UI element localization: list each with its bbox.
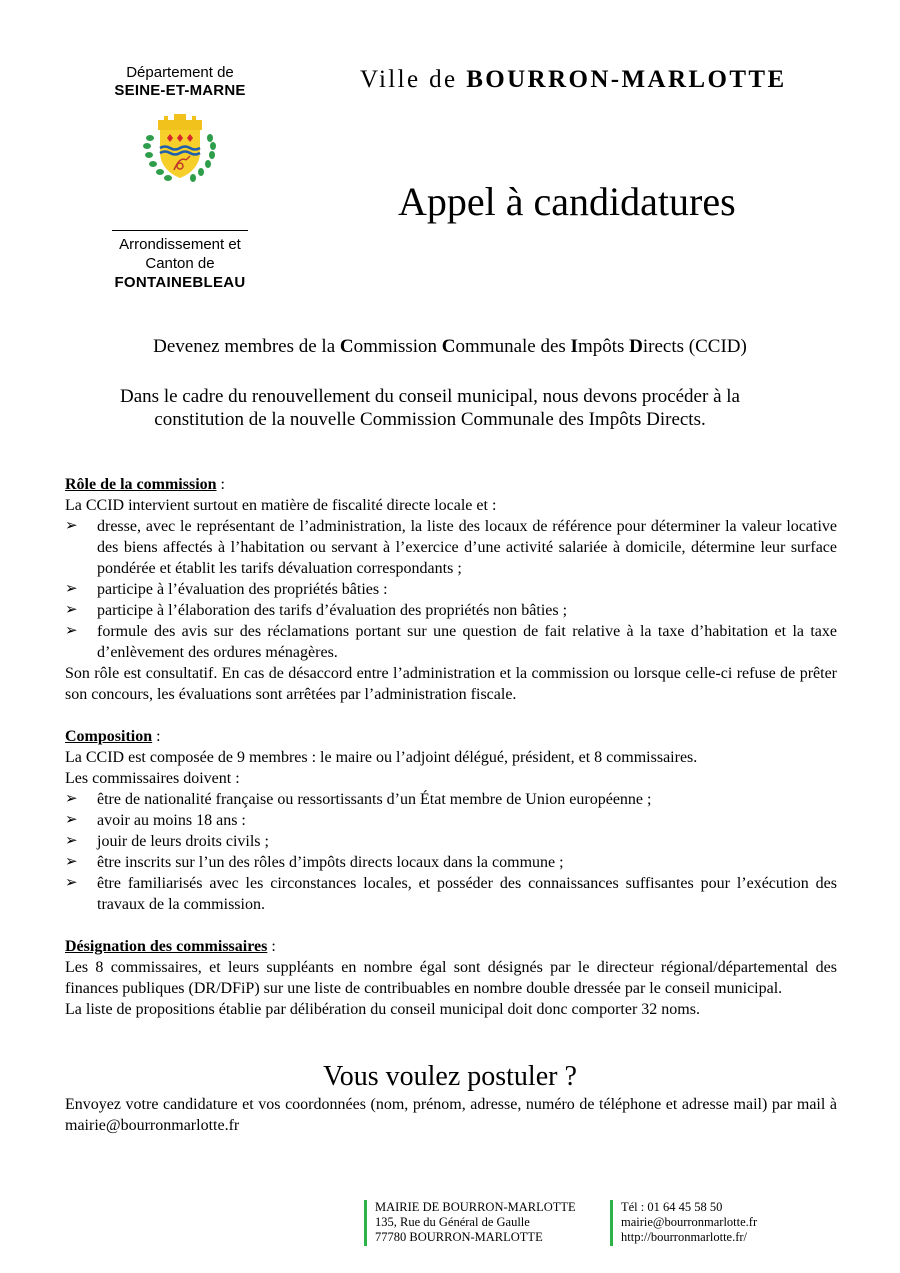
list-item-text: participe à l’évaluation des propriétés bâties :	[97, 581, 388, 598]
list-item	[65, 810, 837, 831]
heading-suffix: :	[267, 938, 276, 955]
intro-paragraph: Dans le cadre du renouvellement du conseil municipal, nous devons procéder à la constitution de la nouvelle Commission Communale des Impôts Directs.	[120, 386, 740, 430]
section-paragraph: Les 8 commissaires, et leurs suppléants en nombre égal sont désignés par le directeur régional/départemental des finances publiques (DR/DFiP) sur une liste de contribuables en nombre double dressée par le conseil municipal.	[65, 959, 837, 997]
arrow-bullet-icon: ➢	[65, 854, 78, 870]
intro-text: ommission	[353, 336, 442, 357]
section-heading: Rôle de la commission	[65, 476, 217, 493]
header-divider	[112, 230, 248, 231]
footer-line: 135, Rue du Général de Gaulle	[375, 1215, 530, 1229]
department-line2: SEINE-ET-MARNE	[114, 82, 246, 99]
arrow-bullet-icon: ➢	[65, 875, 78, 891]
list-item-text: être inscrits sur l’un des rôles d’impôts directs locaux dans la commune ;	[97, 854, 564, 871]
footer-line: MAIRIE DE BOURRON-MARLOTTE	[375, 1200, 576, 1214]
bold-initial: C	[441, 336, 456, 357]
list-item	[65, 516, 837, 579]
arrondissement-line3: FONTAINEBLEAU	[114, 274, 246, 291]
bold-initial: I	[570, 336, 578, 357]
list-item-text: formule des avis sur des réclamations portant sur une question de fait relative à la taxe d’habitation et la taxe d’enlèvement des ordures ménagères.	[97, 623, 837, 661]
list-item-text: jouir de leurs droits civils ;	[97, 833, 269, 850]
page-title: Appel à candidatures	[398, 179, 736, 224]
bold-initial: D	[629, 336, 643, 357]
section-lead: Les commissaires doivent :	[65, 770, 240, 787]
bullet-list	[65, 516, 837, 663]
department-header	[90, 64, 270, 293]
intro-text: mpôts	[577, 336, 630, 357]
footer-email-link[interactable]: mairie@bourronmarlotte.fr	[621, 1215, 758, 1229]
department-line1: Département de	[126, 64, 234, 81]
list-item	[65, 600, 837, 621]
list-item-text: être de nationalité française ou ressortissants d’un État membre de Union européenne ;	[97, 791, 652, 808]
intro-text: ommunale des	[455, 336, 571, 357]
list-item	[65, 789, 837, 810]
arrondissement-line1: Arrondissement et	[119, 236, 241, 253]
heading-suffix: :	[216, 476, 225, 493]
list-item	[65, 579, 837, 600]
arrondissement-line2: Canton de	[145, 255, 215, 272]
list-item	[65, 873, 837, 915]
town-name-bold: BOURRON-MARLOTTE	[466, 66, 787, 93]
list-item-text: participe à l’élaboration des tarifs d’évaluation des propriétés non bâties ;	[97, 602, 568, 619]
bullet-list	[65, 789, 837, 915]
bold-initial: C	[339, 336, 354, 357]
section-closing: Son rôle est consultatif. En cas de désaccord entre l’administration et la commission ou lorsque celle-ci refuse de prêter son concours, les évaluations sont arrêtées par l’administration fiscale.	[65, 665, 837, 703]
arrow-bullet-icon: ➢	[65, 833, 78, 849]
section-designation	[65, 936, 837, 1020]
arrow-bullet-icon: ➢	[65, 791, 78, 807]
list-item-text: dresse, avec le représentant de l’administration, la liste des locaux de référence pour déterminer la valeur locative des biens affectés à l’habitation ou servant à l’exercice d’une activité salariée à domicile, détermine leur surface pondérée et établit les tarifs dévaluation correspondants ;	[97, 518, 837, 577]
intro-text: Devenez membres de la	[153, 336, 340, 357]
arrow-bullet-icon: ➢	[65, 581, 78, 597]
intro-headline	[0, 336, 900, 358]
list-item	[65, 831, 837, 852]
apply-text: Envoyez votre candidature et vos coordonnées (nom, prénom, adresse, numéro de téléphone et adresse mail) par mail à mairie@bourronmarlotte.fr	[65, 1096, 837, 1134]
arrow-bullet-icon: ➢	[65, 602, 78, 618]
town-name	[360, 66, 787, 94]
coat-of-arms-icon	[140, 108, 220, 188]
section-heading: Désignation des commissaires	[65, 938, 268, 955]
town-prefix: Ville de	[360, 66, 467, 93]
section-lead: La CCID est composée de 9 membres : le maire ou l’adjoint délégué, président, et 8 commissaires.	[65, 749, 698, 766]
footer-phone: Tél : 01 64 45 58 50	[621, 1200, 723, 1214]
list-item-text: avoir au moins 18 ans :	[97, 812, 246, 829]
list-item	[65, 621, 837, 663]
footer-website-link[interactable]: http://bourronmarlotte.fr/	[621, 1230, 748, 1244]
section-paragraph: La liste de propositions établie par délibération du conseil municipal doit donc comporter 32 noms.	[65, 1001, 700, 1018]
apply-heading: Vous voulez postuler ?	[323, 1061, 577, 1092]
section-heading: Composition	[65, 728, 153, 745]
footer-contact	[610, 1200, 757, 1246]
footer-address	[364, 1200, 576, 1246]
section-composition	[65, 726, 837, 915]
arrow-bullet-icon: ➢	[65, 623, 78, 639]
section-lead: La CCID intervient surtout en matière de fiscalité directe locale et :	[65, 497, 497, 514]
intro-text: irects (CCID)	[642, 336, 747, 357]
section-role	[65, 474, 837, 705]
footer-line: 77780 BOURRON-MARLOTTE	[375, 1230, 543, 1244]
list-item	[65, 852, 837, 873]
arrow-bullet-icon: ➢	[65, 518, 78, 534]
document-body	[65, 474, 837, 1041]
heading-suffix: :	[152, 728, 161, 745]
list-item-text: être familiarisés avec les circonstances locales, et posséder des connaissances suffisantes pour l’exécution des travaux de la commission.	[97, 875, 837, 913]
arrow-bullet-icon: ➢	[65, 812, 78, 828]
